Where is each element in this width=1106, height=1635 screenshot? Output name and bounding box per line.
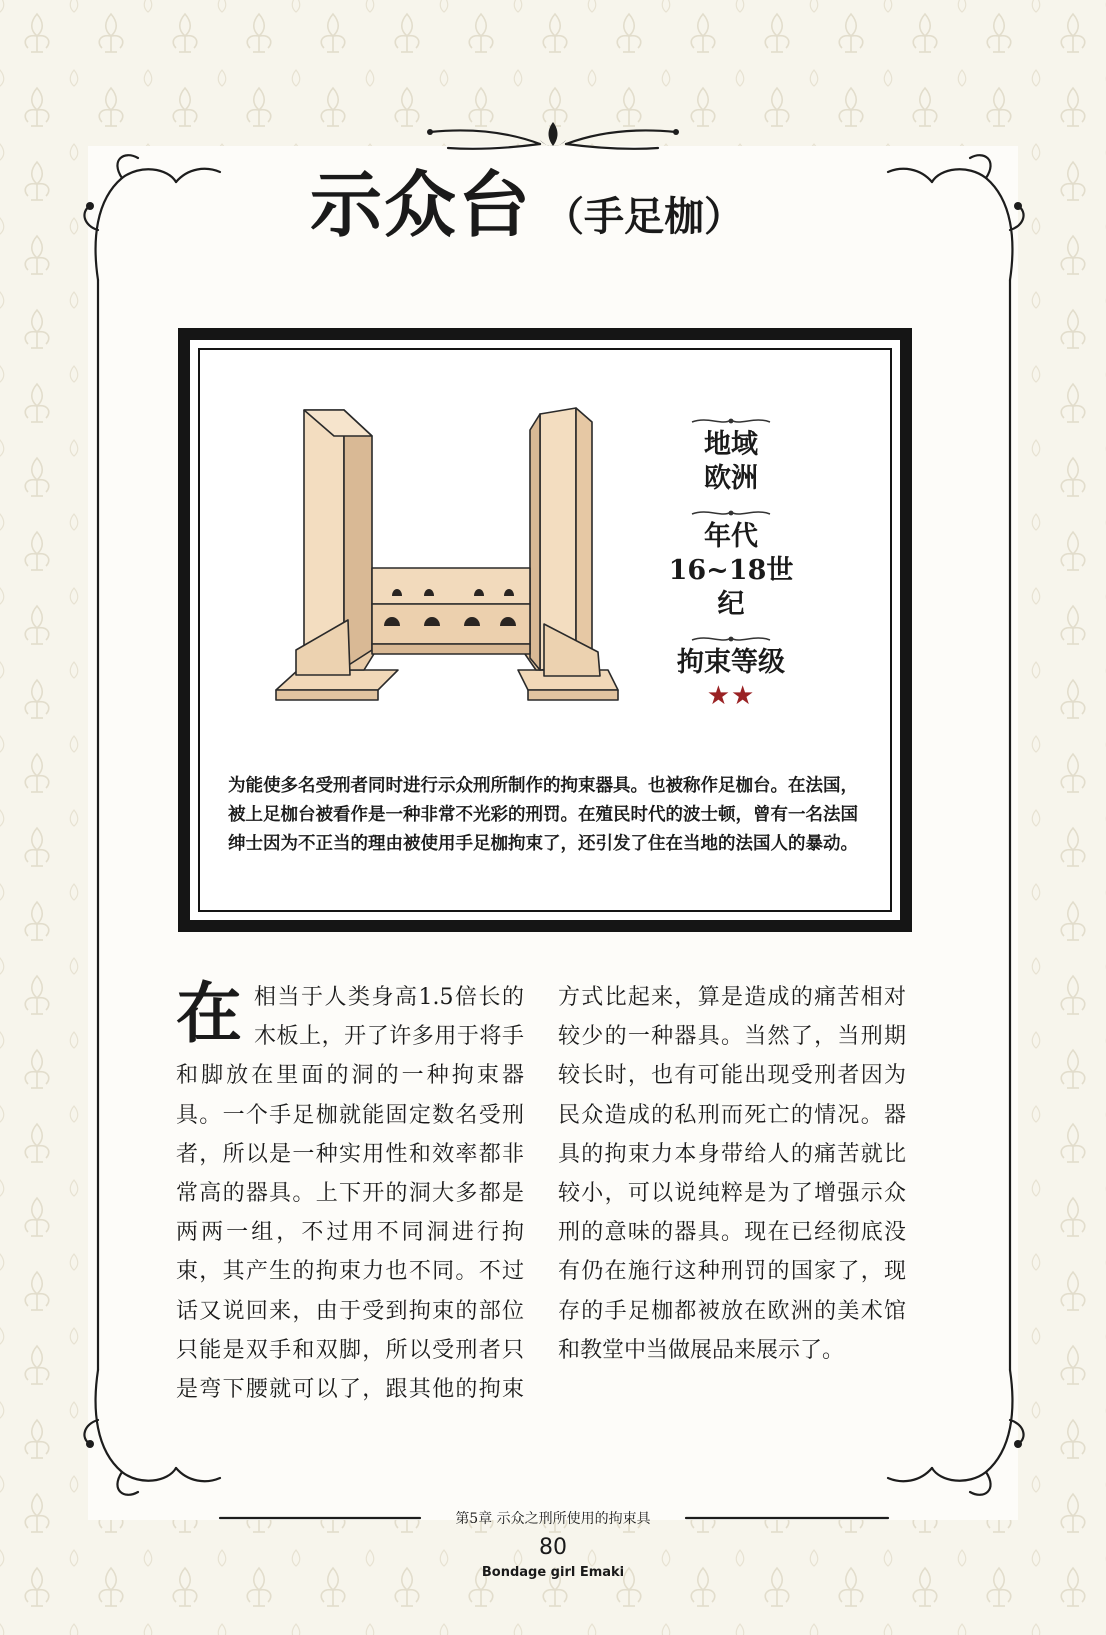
title-subtitle: （手足枷） bbox=[544, 193, 745, 240]
body-text bbox=[176, 974, 906, 1448]
title-main: 示众台 bbox=[310, 162, 533, 247]
spec-divider-ornament bbox=[688, 634, 774, 646]
restraint-level-label: 拘束等级 bbox=[677, 647, 785, 678]
device-specs bbox=[656, 416, 806, 712]
region-value: 欧洲 bbox=[704, 463, 758, 494]
restraint-level-stars: ★★ bbox=[706, 681, 756, 711]
device-caption: 为能使多名受刑者同时进行示众刑所制作的拘束器具。也被称作足枷台。在法国，被上足枷台被看作是一种非常不光彩的刑罚。在殖民时代的波士顿，曾有一名法国绅士因为不正当的理由被使用手足枷拘束了，还引发了住在当地的法国人的暴动。 bbox=[228, 776, 858, 854]
body-paragraph: 相当于人类身高1.5倍长的木板上，开了许多用于将手和脚放在里面的洞的一种拘束器具。一个手足枷就能固定数名受刑者，所以是一种实用性和效率都非常高的器具。上下开的洞大多都是两两一组，不过用不同洞进行拘束，其产生的拘束力也不同。不过话又说回来，由于受到拘束的部位只能是双手和双脚，所以受刑者只是弯下腰就可以了，跟其他的拘束方式比起来，算是造成的痛苦相对较少的一种器具。当然了，当刑期较长时，也有可能出现受刑者因为民众造成的私刑而死亡的情况。器具的拘束力本身带给人的痛苦就比较小，可以说纯粹是为了增强示众刑的意味的器具。现在已经彻底没有仍在施行这种刑罚的国家了，现存的手足枷都被放在欧洲的美术馆和教堂中当做展品来展示了。 bbox=[176, 985, 906, 1403]
era-value: 16~18世纪 bbox=[668, 555, 794, 620]
page-number: 80 bbox=[539, 1535, 567, 1560]
page-title bbox=[310, 160, 830, 250]
chapter-footer: 第5章 示众之刑所使用的拘束具 bbox=[455, 1511, 651, 1527]
spec-divider-ornament bbox=[688, 416, 774, 428]
region-label: 地域 bbox=[704, 429, 758, 460]
era-label: 年代 bbox=[704, 521, 758, 552]
spec-divider-ornament bbox=[688, 508, 774, 520]
drop-cap: 在 bbox=[176, 974, 242, 1052]
pillory-stocks-illustration bbox=[268, 400, 628, 720]
book-title: Bondage girl Emaki bbox=[481, 1565, 625, 1580]
device-info-card bbox=[178, 328, 912, 932]
